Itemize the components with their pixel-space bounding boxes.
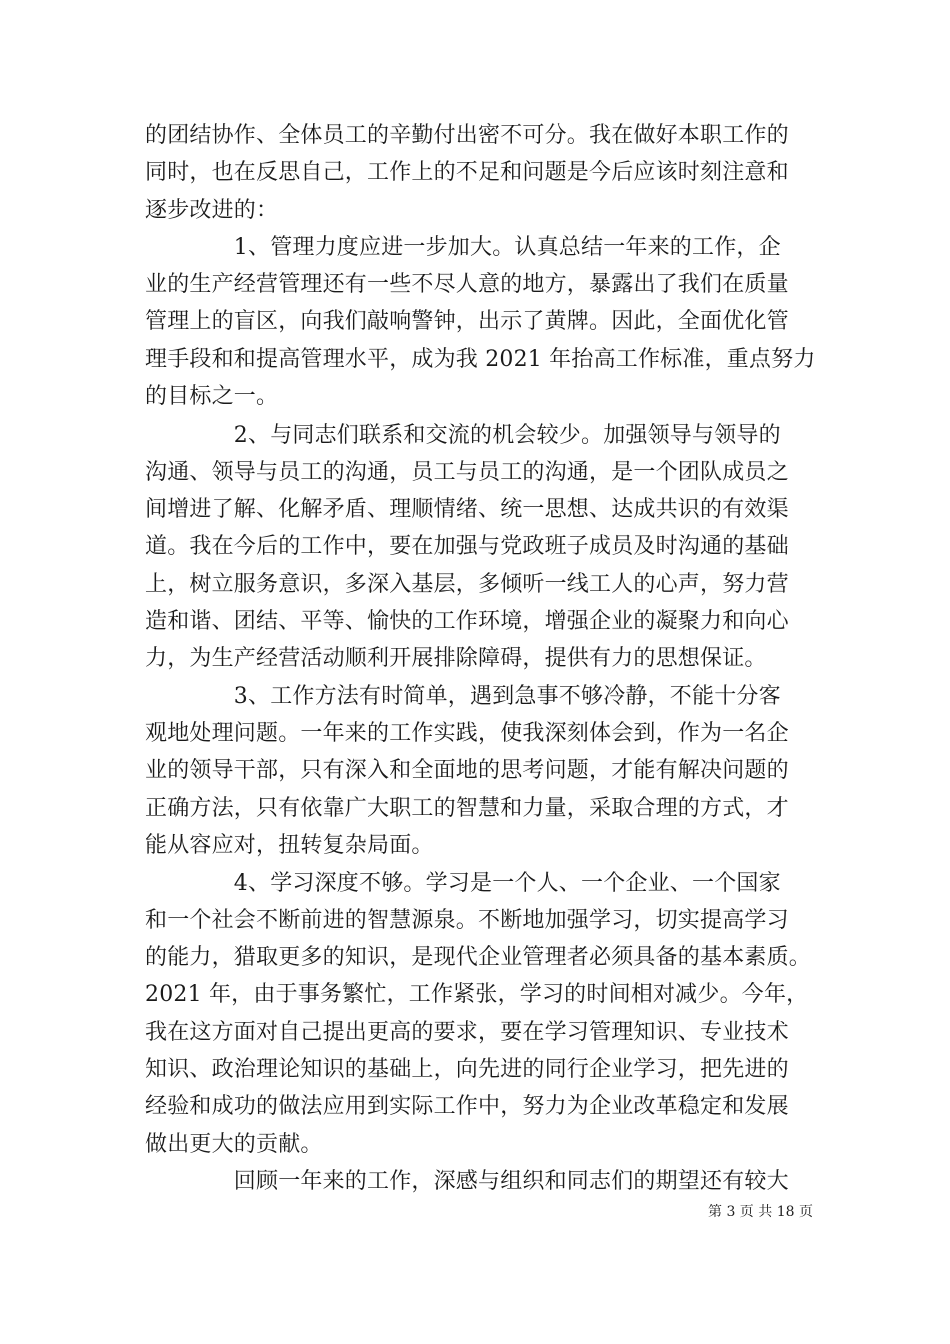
text-line: 的能力，猎取更多的知识，是现代企业管理者必须具备的基本素质。 bbox=[145, 945, 812, 970]
text-line: 上，树立服务意识，多深入基层，多倾听一线工人的心声，努力营 bbox=[145, 572, 789, 597]
text-line: 经验和成功的做法应用到实际工作中，努力为企业改革稳定和发展 bbox=[145, 1094, 789, 1119]
text-line: 的团结协作、全体员工的辛勤付出密不可分。我在做好本职工作的 bbox=[145, 123, 789, 148]
text-line: 3、工作方法有时简单，遇到急事不够冷静，不能十分客 bbox=[145, 684, 781, 709]
text-line: 能从容应对，扭转复杂局面。 bbox=[145, 833, 434, 858]
text-line: 2021 年，由于事务繁忙，工作紧张，学习的时间相对减少。今年， bbox=[145, 982, 809, 1007]
text-line: 的目标之一。 bbox=[145, 384, 279, 409]
text-line: 理手段和和提高管理水平，成为我 2021 年抬高工作标准，重点努力 bbox=[145, 347, 816, 372]
text-line: 2、与同志们联系和交流的机会较少。加强领导与领导的 bbox=[145, 423, 781, 448]
text-line: 业的生产经营管理还有一些不尽人意的地方，暴露出了我们在质量 bbox=[145, 272, 789, 297]
page-number: 第 3 页 共 18 页 bbox=[708, 1204, 813, 1220]
text-line: 我在这方面对自己提出更高的要求，要在学习管理知识、专业技术 bbox=[145, 1020, 789, 1045]
text-line: 沟通、领导与员工的沟通，员工与员工的沟通，是一个团队成员之 bbox=[145, 460, 789, 485]
text-line: 和一个社会不断前进的智慧源泉。不断地加强学习，切实提高学习 bbox=[145, 908, 789, 933]
text-line: 观地处理问题。一年来的工作实践，使我深刻体会到，作为一名企 bbox=[145, 721, 789, 746]
text-line: 逐步改进的： bbox=[145, 198, 279, 223]
text-line: 道。我在今后的工作中，要在加强与党政班子成员及时沟通的基础 bbox=[145, 534, 789, 559]
text-line: 间增进了解、化解矛盾、理顺情绪、统一思想、达成共识的有效渠 bbox=[145, 497, 789, 522]
text-line: 造和谐、团结、平等、愉快的工作环境，增强企业的凝聚力和向心 bbox=[145, 609, 789, 634]
text-line: 做出更大的贡献。 bbox=[145, 1132, 323, 1157]
text-line: 管理上的盲区，向我们敲响警钟，出示了黄牌。因此，全面优化管 bbox=[145, 309, 789, 334]
text-line: 力，为生产经营活动顺利开展排除障碍，提供有力的思想保证。 bbox=[145, 646, 767, 671]
text-line: 回顾一年来的工作，深感与组织和同志们的期望还有较大 bbox=[145, 1169, 789, 1194]
text-line: 同时，也在反思自己，工作上的不足和问题是今后应该时刻注意和 bbox=[145, 160, 789, 185]
text-line: 1、管理力度应进一步加大。认真总结一年来的工作，企 bbox=[145, 235, 781, 260]
text-line: 知识、政治理论知识的基础上，向先进的同行企业学习，把先进的 bbox=[145, 1057, 789, 1082]
text-line: 正确方法，只有依靠广大职工的智慧和力量，采取合理的方式，才 bbox=[145, 796, 789, 821]
text-line: 4、学习深度不够。学习是一个人、一个企业、一个国家 bbox=[145, 871, 781, 896]
text-line: 业的领导干部，只有深入和全面地的思考问题，才能有解决问题的 bbox=[145, 758, 789, 783]
